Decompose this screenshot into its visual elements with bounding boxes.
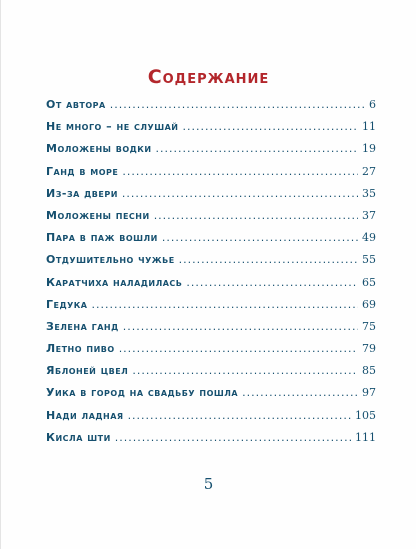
toc-entry bbox=[46, 276, 376, 298]
toc-entry-title: Летно пиво bbox=[46, 342, 115, 356]
toc-entry-page: 49 bbox=[362, 231, 376, 245]
toc-entry bbox=[46, 386, 376, 408]
toc-leader-dots bbox=[122, 165, 358, 178]
toc-leader-dots bbox=[179, 253, 358, 266]
toc-entry bbox=[46, 409, 376, 431]
toc-entry-title: Моложены песни bbox=[46, 208, 150, 222]
page-number: 5 bbox=[203, 475, 214, 493]
toc-leader-dots bbox=[115, 431, 351, 444]
toc-entry-title: Яблоней цвел bbox=[46, 364, 129, 378]
toc-entry-page: 79 bbox=[362, 342, 376, 356]
toc-leader-dots bbox=[92, 298, 359, 311]
toc-leader-dots bbox=[128, 409, 351, 422]
toc-entry-page: 69 bbox=[362, 297, 376, 311]
toc-entry bbox=[46, 98, 376, 120]
toc-leader-dots bbox=[110, 98, 365, 111]
toc-entry-page: 65 bbox=[362, 275, 376, 289]
toc-leader-dots bbox=[242, 386, 358, 399]
toc-entry-title: От автора bbox=[46, 98, 106, 111]
toc-leader-dots bbox=[182, 120, 358, 133]
contents-title: Содержание bbox=[147, 66, 270, 88]
toc-entry-title: Нади ладная bbox=[46, 408, 124, 422]
toc-leader-dots bbox=[119, 342, 358, 355]
toc-entry-title: Из-за двери bbox=[46, 186, 118, 200]
toc-entry-title: Уика в город на свадьбу пошла bbox=[46, 386, 239, 400]
toc-entry bbox=[46, 120, 376, 142]
toc-entry bbox=[46, 320, 376, 342]
toc-entry-title: Отдушительно чужье bbox=[46, 253, 175, 267]
toc-entry-title: Кисла шти bbox=[46, 430, 111, 444]
toc-entry-title: Пара в паж вошли bbox=[46, 231, 158, 245]
toc-entry bbox=[46, 342, 376, 364]
toc-entry bbox=[46, 298, 376, 320]
toc-entry-title: Не много – не слушай bbox=[46, 120, 179, 134]
toc-leader-dots bbox=[156, 142, 358, 155]
toc-entry bbox=[46, 209, 376, 231]
table-of-contents bbox=[46, 98, 376, 453]
toc-entry-title: Зелена ганд bbox=[46, 319, 119, 333]
toc-entry-page: 37 bbox=[362, 208, 376, 222]
toc-leader-dots bbox=[162, 231, 358, 244]
toc-leader-dots bbox=[154, 209, 358, 222]
toc-leader-dots bbox=[132, 364, 358, 377]
toc-entry-title: Моложены водки bbox=[46, 142, 152, 156]
toc-leader-dots bbox=[122, 187, 358, 200]
toc-entry bbox=[46, 187, 376, 209]
toc-leader-dots bbox=[123, 320, 358, 333]
toc-entry bbox=[46, 231, 376, 253]
toc-entry-page: 111 bbox=[355, 430, 376, 444]
toc-entry-page: 97 bbox=[362, 386, 376, 400]
toc-entry-page: 55 bbox=[362, 253, 376, 267]
toc-entry-title: Ганд в море bbox=[46, 164, 119, 178]
toc-entry-page: 27 bbox=[362, 164, 376, 178]
toc-entry-page: 11 bbox=[362, 120, 376, 134]
toc-entry-page: 35 bbox=[362, 186, 376, 200]
toc-entry-page: 85 bbox=[362, 364, 376, 378]
toc-entry bbox=[46, 431, 376, 453]
toc-entry bbox=[46, 165, 376, 187]
toc-entry bbox=[46, 142, 376, 164]
toc-entry-title: Каратчиха наладилась bbox=[46, 275, 183, 289]
toc-entry-page: 75 bbox=[362, 319, 376, 333]
toc-leader-dots bbox=[186, 276, 358, 289]
toc-entry-page: 19 bbox=[362, 142, 376, 156]
toc-entry bbox=[46, 253, 376, 275]
toc-entry-page: 6 bbox=[369, 98, 376, 111]
toc-entry bbox=[46, 364, 376, 386]
toc-entry-title: Гедука bbox=[46, 297, 88, 311]
toc-entry-page: 105 bbox=[355, 408, 376, 422]
